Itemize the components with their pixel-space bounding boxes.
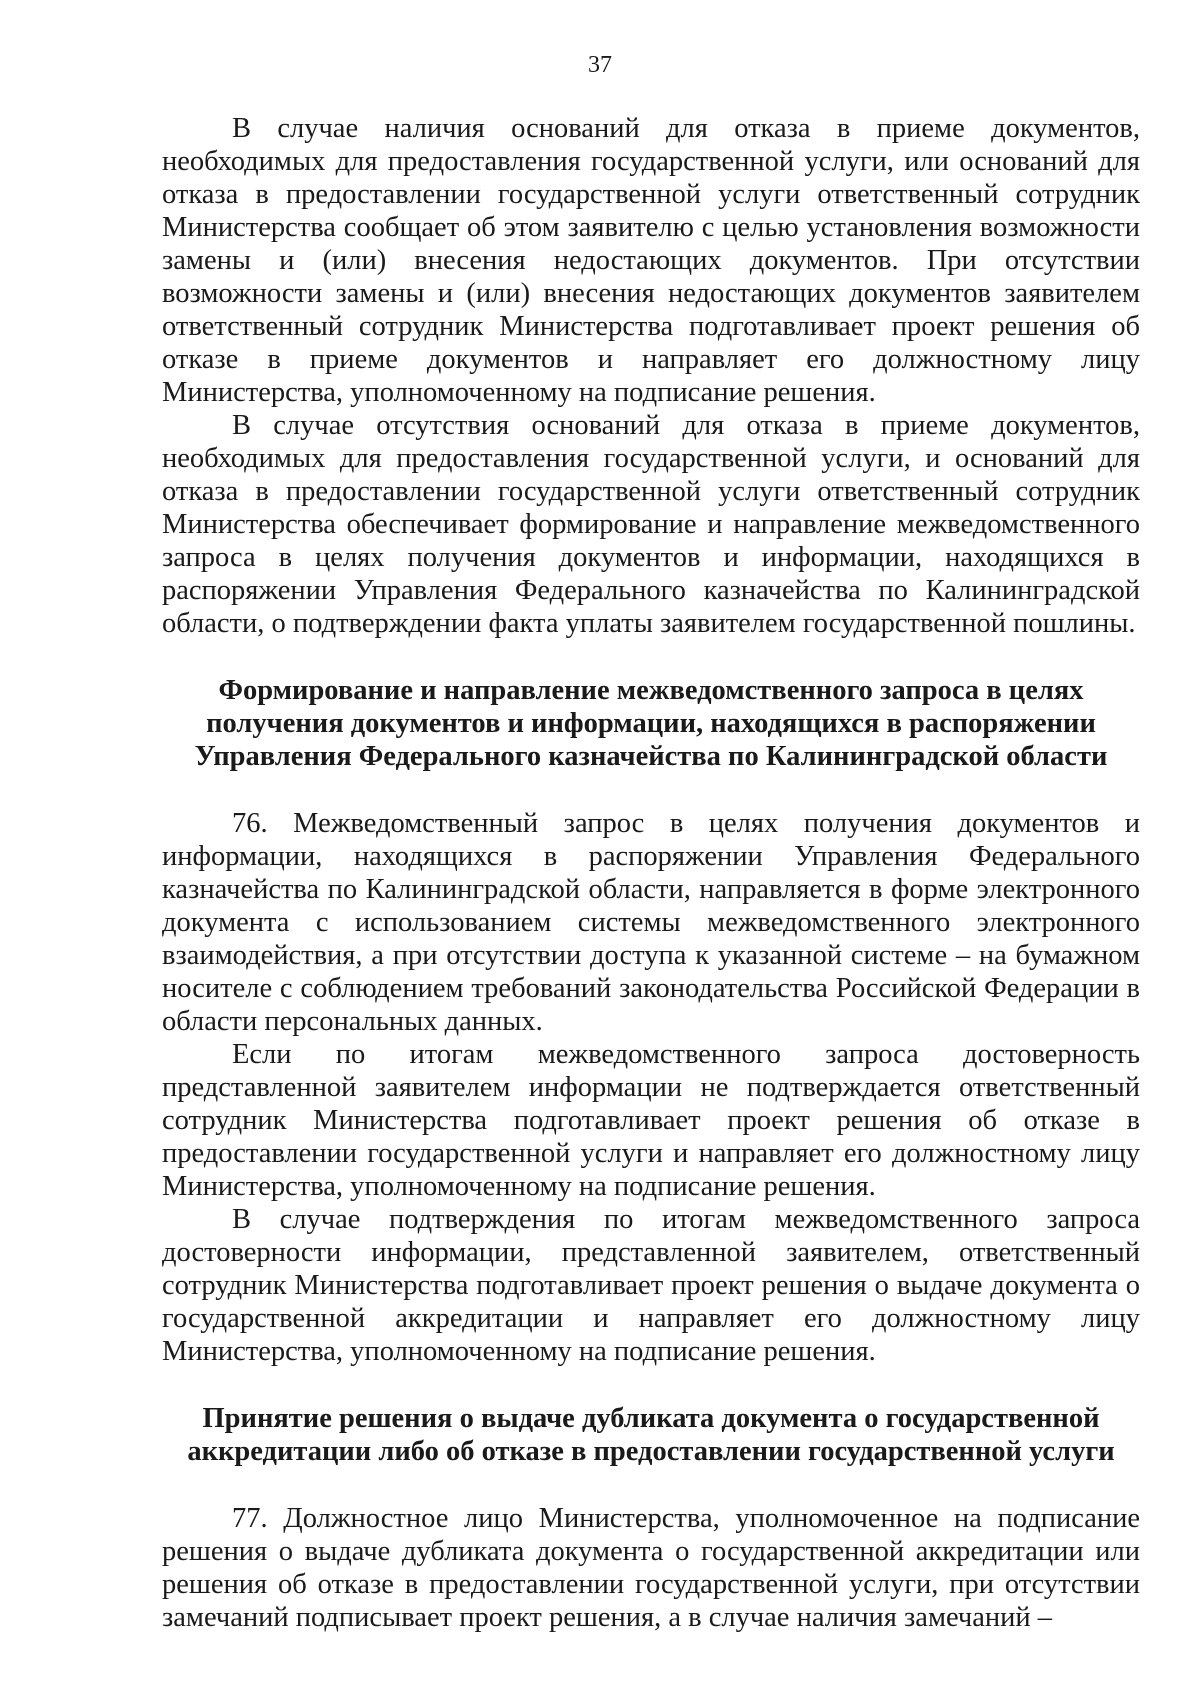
document-body	[162, 112, 1140, 1634]
paragraph: 77. Должностное лицо Министерства, уполномоченное на подписание решения о выдаче дубликата документа о государственной аккредитации или решения об отказе в предоставлении государственной услуги, при отсутствии замечаний подписывает проект решения, а в случае наличия замечаний –	[162, 1503, 1140, 1633]
paragraph: 76. Межведомственный запрос в целях получения документов и информации, находящихся в распоряжении Управления Федерального казначейства по Калининградской области, направляется в форме электронного документа с использованием системы межведомственного электронного взаимодействия, а при отсутствии доступа к указанной системе – на бумажном носителе с соблюдением требований законодательства Российской Федерации в области персональных данных.	[162, 808, 1140, 1037]
section-heading: Принятие решения о выдаче дубликата документа о государственной аккредитации либо об отказе в предоставлении государственной услуги	[187, 1403, 1115, 1467]
section-heading: Формирование и направление межведомственного запроса в целях получения документов и информации, находящихся в распоряжении Управления Федерального казначейства по Калининградской области	[194, 675, 1108, 772]
paragraph: В случае отсутствия оснований для отказа в приеме документов, необходимых для предоставления государственной услуги, и оснований для отказа в предоставлении государственной услуги ответственный сотрудник Министерства обеспечивает формирование и направление межведомственного запроса в целях получения документов и информации, находящихся в распоряжении Управления Федерального казначейства по Калининградской области, о подтверждении факта уплаты заявителем государственной пошлины.	[162, 410, 1140, 639]
paragraph: Если по итогам межведомственного запроса достоверность представленной заявителем информации не подтверждается ответственный сотрудник Министерства подготавливает проект решения об отказе в предоставлении государственной услуги и направляет его должностному лицу Министерства, уполномоченному на подписание решения.	[162, 1039, 1140, 1202]
page-number: 37	[588, 52, 612, 78]
paragraph: В случае наличия оснований для отказа в приеме документов, необходимых для предоставления государственной услуги, или оснований для отказа в предоставлении государственной услуги ответственный сотрудник Министерства сообщает об этом заявителю с целью установления возможности замены и (или) внесения недостающих документов. При отсутствии возможности замены и (или) внесения недостающих документов заявителем ответственный сотрудник Министерства подготавливает проект решения об отказе в приеме документов и направляет его должностному лицу Министерства, уполномоченному на подписание решения.	[162, 113, 1140, 408]
paragraph: В случае подтверждения по итогам межведомственного запроса достоверности информации, представленной заявителем, ответственный сотрудник Министерства подготавливает проект решения о выдаче документа о государственной аккредитации и направляет его должностному лицу Министерства, уполномоченному на подписание решения.	[162, 1204, 1140, 1367]
